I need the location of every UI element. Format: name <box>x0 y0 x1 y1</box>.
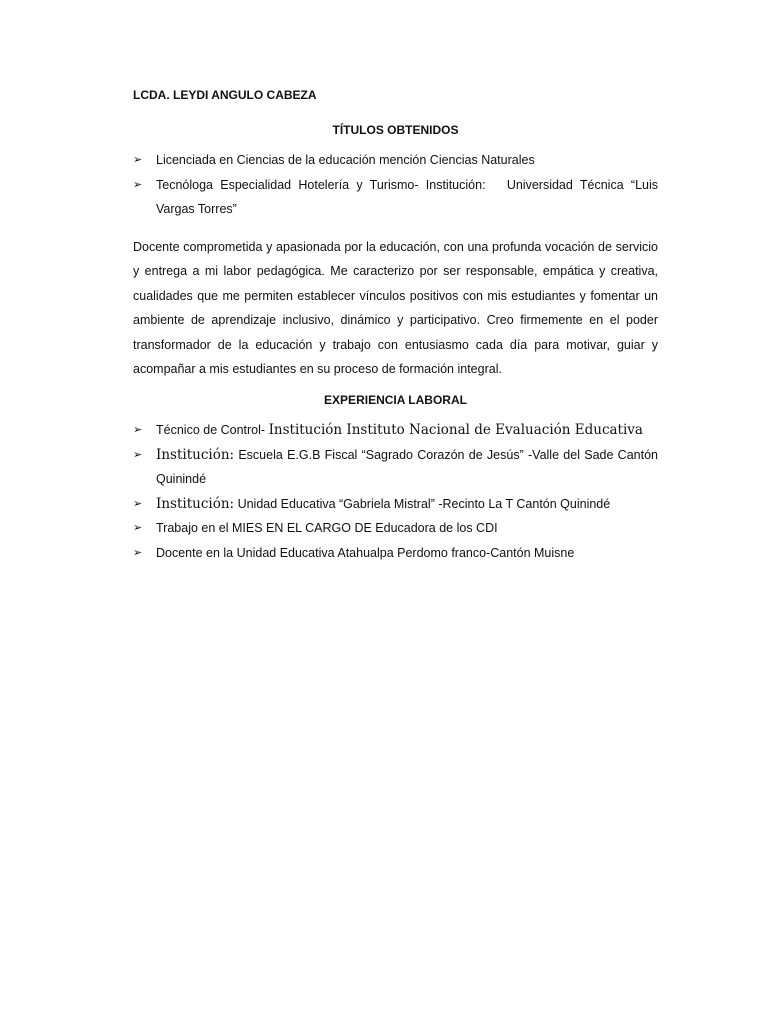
list-item <box>133 443 658 492</box>
list-item <box>133 173 658 222</box>
list-item <box>133 418 658 443</box>
job-institution: Institución Instituto Nacional de Evaluación Educativa <box>268 422 643 439</box>
document-body <box>133 86 658 565</box>
experience-list <box>133 418 658 565</box>
list-item <box>133 492 658 517</box>
arrow-bullet-icon: ➢ <box>133 423 143 437</box>
job-text: Docente en la Unidad Educativa Atahualpa Perdomo franco-Cantón Muisne <box>156 545 575 560</box>
job-text: Unidad Educativa “Gabriela Mistral” -Recinto La T Cantón Quinindé <box>237 496 611 511</box>
titles-heading: TÍTULOS OBTENIDOS <box>332 123 459 137</box>
job-text: Escuela E.G.B Fiscal “Sagrado Corazón de Jesús” -Valle del Sade Cantón Quinindé <box>156 447 658 487</box>
list-item <box>133 541 658 566</box>
experience-heading: EXPERIENCIA LABORAL <box>324 393 467 408</box>
author-name: LCDA. LEYDI ANGULO CABEZA <box>133 88 317 102</box>
job-role: Técnico de Control- <box>156 423 266 438</box>
arrow-bullet-icon: ➢ <box>133 496 143 510</box>
profile-paragraph: Docente comprometida y apasionada por la educación, con una profunda vocación de servicio y entrega a mi labor pedagógica. Me caracterizo por ser responsable, empática y creativa, cualidades que me permiten establecer vínculos positivos con mis estudiantes y fomentar un ambiente de aprendizaje inclusivo, dinámico y participativo. Creo firmemente en el poder transformador de la educación y trabajo con entusiasmo cada día para motivar, guiar y acompañar a mis estudiantes en su proceso de formación integral. <box>133 239 658 377</box>
title-text: Tecnóloga Especialidad Hotelería y Turismo- Institución: <box>156 177 486 192</box>
arrow-bullet-icon: ➢ <box>133 521 143 535</box>
job-institution-label: Institución: <box>156 495 235 512</box>
arrow-bullet-icon: ➢ <box>133 545 143 559</box>
arrow-bullet-icon: ➢ <box>133 447 143 461</box>
job-text: Trabajo en el MIES EN EL CARGO DE Educadora de los CDI <box>156 521 498 536</box>
list-item <box>133 148 658 173</box>
title-text: Licenciada en Ciencias de la educación mención Ciencias Naturales <box>156 153 535 167</box>
arrow-bullet-icon: ➢ <box>133 153 143 166</box>
job-institution-label: Institución: <box>156 446 235 463</box>
titles-list <box>133 148 658 222</box>
arrow-bullet-icon: ➢ <box>133 177 143 191</box>
title-text: Universidad Técnica “Luis Vargas Torres” <box>156 177 658 216</box>
list-item <box>133 516 658 541</box>
